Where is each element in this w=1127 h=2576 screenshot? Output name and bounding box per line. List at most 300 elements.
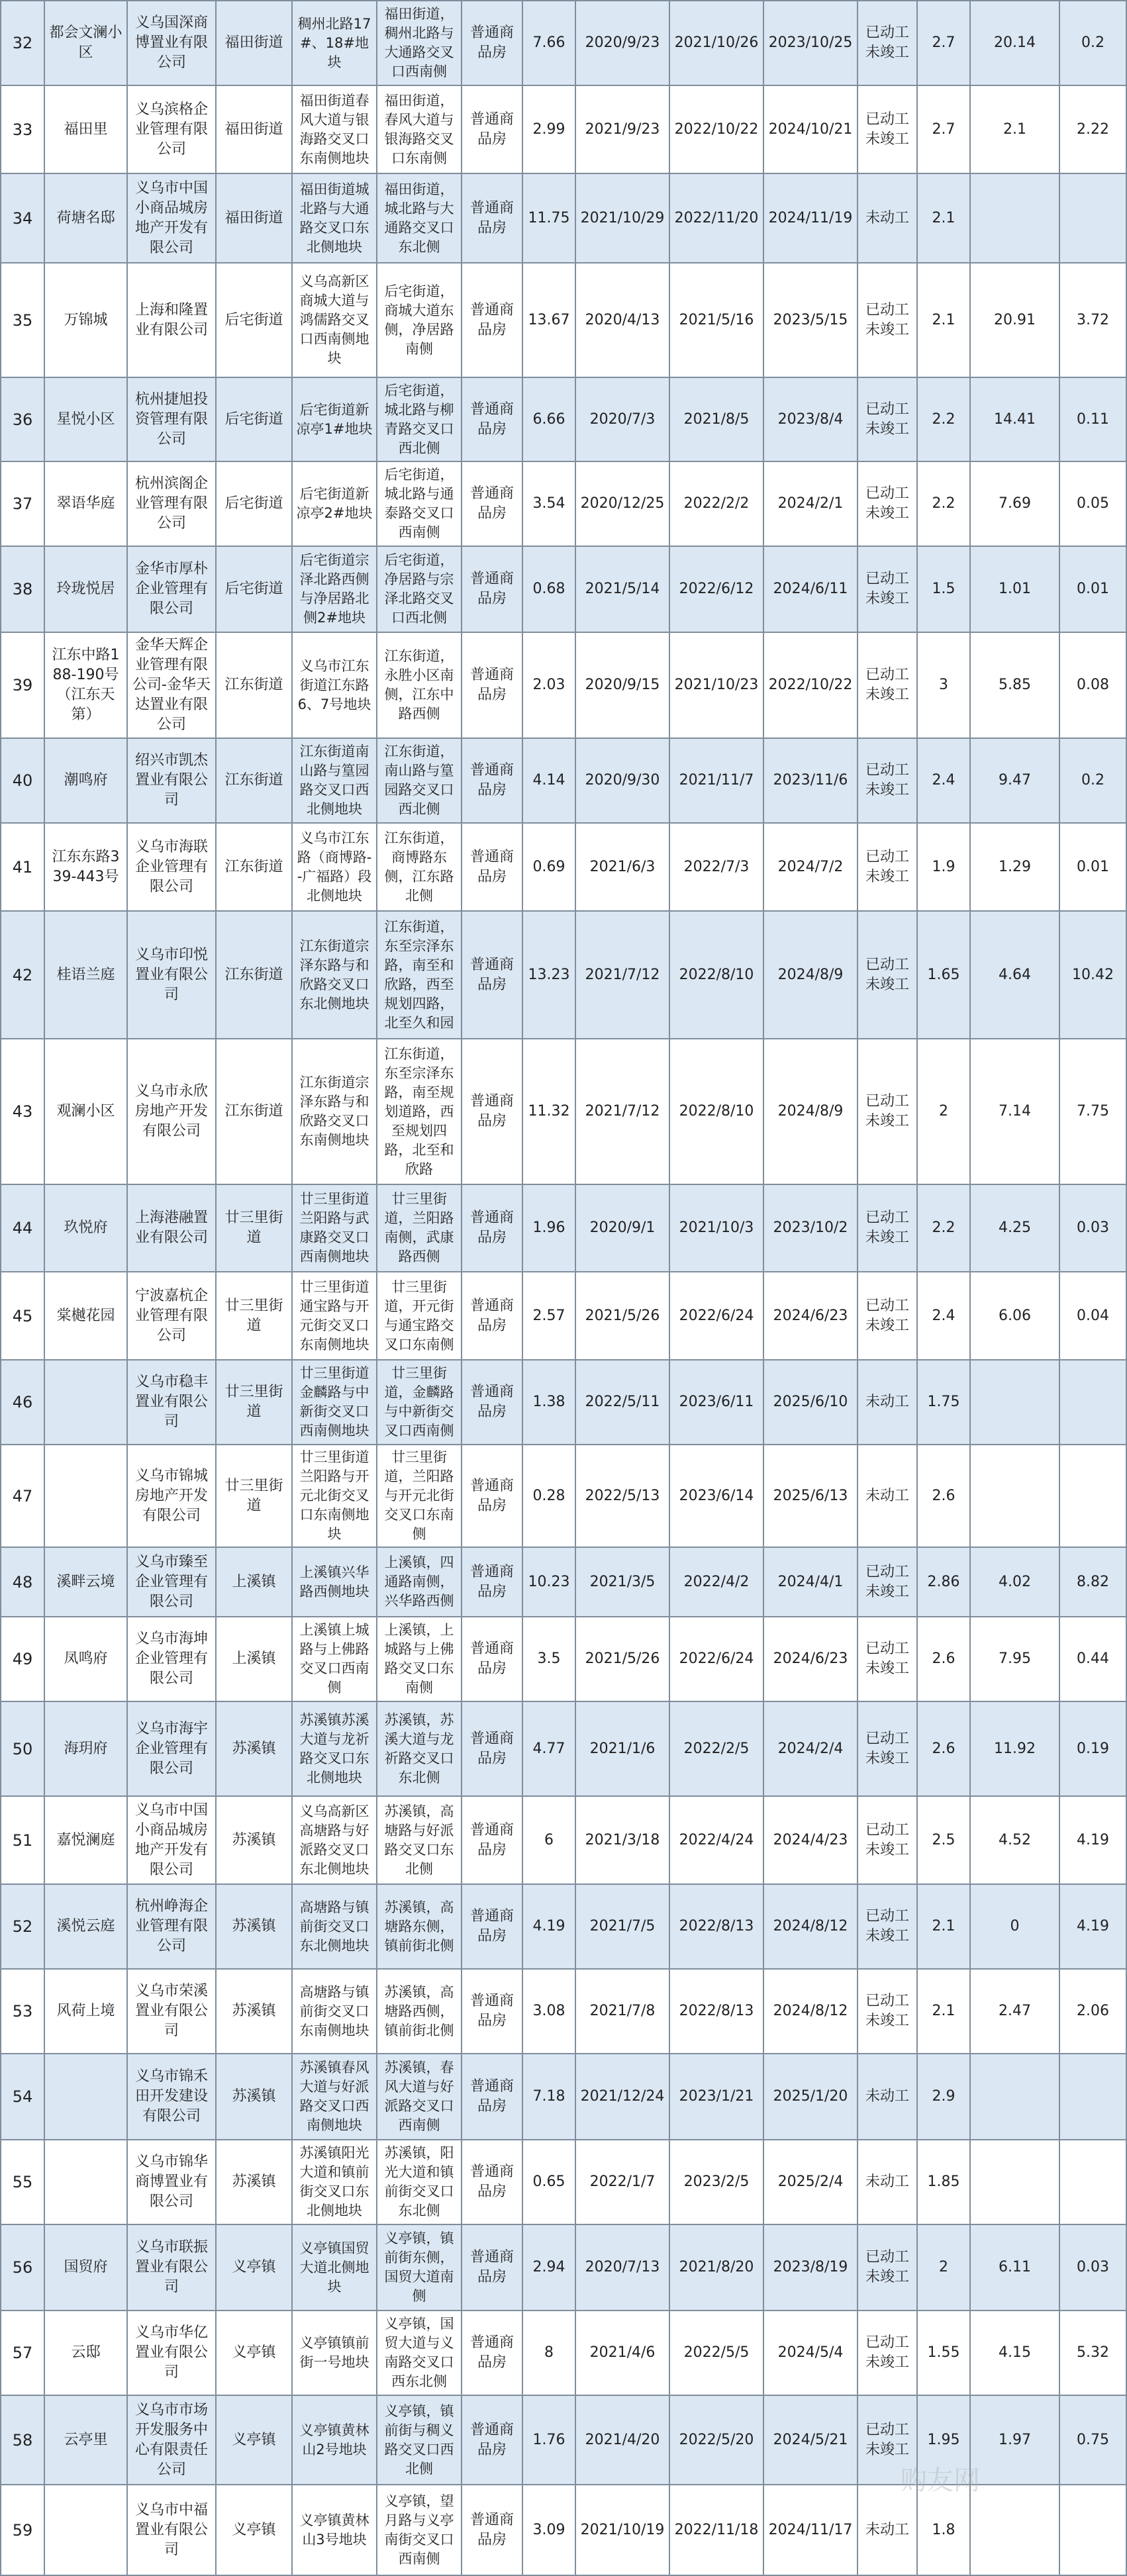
- value-1: 6.06: [970, 1272, 1059, 1360]
- date-1: 2022/5/13: [575, 1445, 669, 1547]
- value-1: 2.1: [970, 85, 1059, 173]
- plot-area: 2.94: [522, 2224, 575, 2311]
- date-3: 2023/8/4: [763, 377, 858, 461]
- company-name: 义乌市中国小商品城房地产开发有限公司: [127, 173, 216, 263]
- value-2: 8.82: [1059, 1547, 1126, 1617]
- housing-type: 普通商品房: [462, 2395, 522, 2485]
- date-3: 2023/8/19: [763, 2224, 858, 2311]
- table-row: [1, 1884, 1126, 1969]
- plot-ratio: 1.55: [917, 2311, 970, 2395]
- date-3: 2024/6/23: [763, 1617, 858, 1701]
- date-2: 2021/5/16: [669, 263, 763, 377]
- table-row: [1, 2224, 1126, 2311]
- date-3: 2024/8/12: [763, 1884, 858, 1969]
- date-3: 2024/2/4: [763, 1701, 858, 1796]
- construction-status: 已动工未竣工: [858, 2224, 917, 2311]
- plot-ratio: 2.1: [917, 173, 970, 263]
- date-3: 2024/8/9: [763, 1039, 858, 1184]
- date-3: 2024/11/17: [763, 2485, 858, 2575]
- date-1: 2021/9/23: [575, 85, 669, 173]
- date-3: 2024/6/11: [763, 546, 858, 632]
- plot-ratio: 2.86: [917, 1547, 970, 1617]
- date-2: 2021/10/26: [669, 1, 763, 85]
- street-name: 福田街道: [216, 1, 292, 85]
- plot-boundary: 苏溪镇，阳光大道和镇前街交叉口东北侧: [377, 2140, 462, 2224]
- value-2: [1059, 2140, 1126, 2224]
- plot-location: 苏溪镇春风大道与好派路交叉口西南侧地块: [292, 2054, 377, 2140]
- plot-area: 2.99: [522, 85, 575, 173]
- date-2: 2022/5/5: [669, 2311, 763, 2395]
- plot-ratio: 1.85: [917, 2140, 970, 2224]
- street-name: 苏溪镇: [216, 2054, 292, 2140]
- plot-boundary: 后宅街道，商城大道东侧，净居路南侧: [377, 263, 462, 377]
- plot-location: 江东街道宗泽东路与和欣路交叉口东北侧地块: [292, 911, 377, 1039]
- street-name: 义亭镇: [216, 2395, 292, 2485]
- value-2: 0.44: [1059, 1617, 1126, 1701]
- construction-status: 已动工未竣工: [858, 85, 917, 173]
- date-1: 2022/1/7: [575, 2140, 669, 2224]
- value-2: [1059, 2054, 1126, 2140]
- table-row: [1, 1360, 1126, 1445]
- plot-location: 福田街道城北路与大通路交叉口东北侧地块: [292, 173, 377, 263]
- plot-boundary: 福田街道，稠州北路与大通路交叉口西南侧: [377, 1, 462, 85]
- plot-location: 苏溪镇苏溪大道与龙祈路交叉口东北侧地块: [292, 1701, 377, 1796]
- housing-type: 普通商品房: [462, 85, 522, 173]
- plot-boundary: 义亭镇，望月路与义亭南街交叉口西南侧: [377, 2485, 462, 2575]
- row-number: 32: [1, 1, 44, 85]
- project-name: 万锦城: [44, 263, 127, 377]
- value-2: 0.05: [1059, 461, 1126, 546]
- date-2: 2022/6/24: [669, 1272, 763, 1360]
- value-1: 7.69: [970, 461, 1059, 546]
- street-name: 后宅街道: [216, 546, 292, 632]
- row-number: 48: [1, 1547, 44, 1617]
- value-2: [1059, 1360, 1126, 1445]
- project-name: [44, 2485, 127, 2575]
- plot-area: 11.32: [522, 1039, 575, 1184]
- date-1: 2020/9/23: [575, 1, 669, 85]
- date-3: 2025/6/10: [763, 1360, 858, 1445]
- row-number: 54: [1, 2054, 44, 2140]
- project-name: 星悦小区: [44, 377, 127, 461]
- value-2: 3.72: [1059, 263, 1126, 377]
- company-name: 义乌市中福置业有限公司: [127, 2485, 216, 2575]
- housing-type: 普通商品房: [462, 546, 522, 632]
- date-3: 2024/4/1: [763, 1547, 858, 1617]
- plot-ratio: 1.9: [917, 823, 970, 911]
- housing-type: 普通商品房: [462, 2224, 522, 2311]
- plot-boundary: 上溪镇，上城路与上佛路交叉口东南侧: [377, 1617, 462, 1701]
- value-1: 7.14: [970, 1039, 1059, 1184]
- plot-ratio: 2.2: [917, 461, 970, 546]
- construction-status: 已动工未竣工: [858, 377, 917, 461]
- plot-area: 2.03: [522, 632, 575, 738]
- housing-type: 普通商品房: [462, 738, 522, 823]
- plot-area: 13.67: [522, 263, 575, 377]
- housing-type: 普通商品房: [462, 173, 522, 263]
- table-row: [1, 1547, 1126, 1617]
- plot-boundary: 苏溪镇，苏溪大道与龙祈路交叉口东北侧: [377, 1701, 462, 1796]
- plot-location: 高塘路与镇前街交叉口东北侧地块: [292, 1884, 377, 1969]
- date-2: 2021/10/3: [669, 1184, 763, 1272]
- table-row: [1, 1969, 1126, 2054]
- company-name: 义乌市臻至企业管理有限公司: [127, 1547, 216, 1617]
- plot-ratio: 2.1: [917, 1969, 970, 2054]
- plot-area: 10.23: [522, 1547, 575, 1617]
- plot-ratio: 2.5: [917, 1796, 970, 1884]
- table-row: [1, 823, 1126, 911]
- value-1: 4.25: [970, 1184, 1059, 1272]
- date-2: 2022/2/2: [669, 461, 763, 546]
- plot-location: 稠州北路17#、18#地块: [292, 1, 377, 85]
- plot-area: 3.08: [522, 1969, 575, 2054]
- project-name: [44, 2140, 127, 2224]
- plot-location: 后宅街道宗泽北路西侧与净居路北侧2#地块: [292, 546, 377, 632]
- date-1: 2021/5/14: [575, 546, 669, 632]
- row-number: 55: [1, 2140, 44, 2224]
- value-1: 2.47: [970, 1969, 1059, 2054]
- street-name: 廿三里街道: [216, 1184, 292, 1272]
- street-name: 福田街道: [216, 173, 292, 263]
- construction-status: 已动工未竣工: [858, 1617, 917, 1701]
- plot-area: 6.66: [522, 377, 575, 461]
- company-name: 义乌市海坤企业管理有限公司: [127, 1617, 216, 1701]
- date-2: 2022/6/24: [669, 1617, 763, 1701]
- date-2: 2021/8/20: [669, 2224, 763, 2311]
- plot-location: 后宅街道新凉亭1#地块: [292, 377, 377, 461]
- date-3: 2024/4/23: [763, 1796, 858, 1884]
- value-1: 1.97: [970, 2395, 1059, 2485]
- plot-location: 义乌市江东街道江东路6、7号地块: [292, 632, 377, 738]
- date-1: 2020/9/15: [575, 632, 669, 738]
- project-name: 溪悦云庭: [44, 1884, 127, 1969]
- table-row: [1, 632, 1126, 738]
- plot-location: 义乌市江东路（商博路--广福路）段北侧地块: [292, 823, 377, 911]
- date-1: 2021/10/29: [575, 173, 669, 263]
- company-name: 义乌市中国小商品城房地产开发有限公司: [127, 1796, 216, 1884]
- company-name: 义乌市联振置业有限公司: [127, 2224, 216, 2311]
- construction-status: 已动工未竣工: [858, 2311, 917, 2395]
- plot-boundary: 廿三里街道，开元街与通宝路交叉口东南侧: [377, 1272, 462, 1360]
- value-1: [970, 1360, 1059, 1445]
- company-name: 义乌市海宇企业管理有限公司: [127, 1701, 216, 1796]
- street-name: 后宅街道: [216, 461, 292, 546]
- housing-type: 普通商品房: [462, 461, 522, 546]
- street-name: 江东街道: [216, 911, 292, 1039]
- housing-type: 普通商品房: [462, 1272, 522, 1360]
- table-row: [1, 461, 1126, 546]
- table-row: [1, 738, 1126, 823]
- value-1: 4.64: [970, 911, 1059, 1039]
- value-2: 2.22: [1059, 85, 1126, 173]
- date-3: 2024/10/21: [763, 85, 858, 173]
- table-row: [1, 2311, 1126, 2395]
- construction-status: 已动工未竣工: [858, 461, 917, 546]
- date-1: 2021/5/26: [575, 1272, 669, 1360]
- plot-area: 4.77: [522, 1701, 575, 1796]
- value-2: 0.08: [1059, 632, 1126, 738]
- housing-type: 普通商品房: [462, 911, 522, 1039]
- plot-area: 4.19: [522, 1884, 575, 1969]
- plot-location: 廿三里街道兰阳路与武康路交叉口西南侧地块: [292, 1184, 377, 1272]
- project-name: 嘉悦澜庭: [44, 1796, 127, 1884]
- project-name: [44, 2054, 127, 2140]
- street-name: 义亭镇: [216, 2485, 292, 2575]
- value-1: 14.41: [970, 377, 1059, 461]
- housing-type: 普通商品房: [462, 632, 522, 738]
- plot-location: 江东街道宗泽东路与和欣路交叉口东南侧地块: [292, 1039, 377, 1184]
- date-3: 2025/6/13: [763, 1445, 858, 1547]
- construction-status: 未动工: [858, 1360, 917, 1445]
- row-number: 50: [1, 1701, 44, 1796]
- date-3: 2024/5/21: [763, 2395, 858, 2485]
- row-number: 52: [1, 1884, 44, 1969]
- row-number: 44: [1, 1184, 44, 1272]
- value-2: 10.42: [1059, 911, 1126, 1039]
- date-3: 2025/2/4: [763, 2140, 858, 2224]
- plot-area: 0.68: [522, 546, 575, 632]
- date-1: 2021/7/12: [575, 911, 669, 1039]
- date-2: 2021/10/23: [669, 632, 763, 738]
- value-2: 0.03: [1059, 1184, 1126, 1272]
- plot-ratio: 1.65: [917, 911, 970, 1039]
- date-2: 2022/2/5: [669, 1701, 763, 1796]
- plot-ratio: 2: [917, 2224, 970, 2311]
- plot-location: 义亭镇国贸大道北侧地块: [292, 2224, 377, 2311]
- plot-location: 上溪镇兴华路西侧地块: [292, 1547, 377, 1617]
- company-name: 义乌滨格企业管理有限公司: [127, 85, 216, 173]
- company-name: 杭州捷旭投资管理有限公司: [127, 377, 216, 461]
- value-1: 1.01: [970, 546, 1059, 632]
- housing-type: 普通商品房: [462, 2485, 522, 2575]
- street-name: 福田街道: [216, 85, 292, 173]
- construction-status: 已动工未竣工: [858, 632, 917, 738]
- company-name: 上海和隆置业有限公司: [127, 263, 216, 377]
- value-1: [970, 1445, 1059, 1547]
- street-name: 苏溪镇: [216, 1701, 292, 1796]
- plot-area: 0.28: [522, 1445, 575, 1547]
- plot-ratio: 2.7: [917, 85, 970, 173]
- project-name: 海玥府: [44, 1701, 127, 1796]
- housing-type: 普通商品房: [462, 1360, 522, 1445]
- construction-status: 已动工未竣工: [858, 1796, 917, 1884]
- row-number: 36: [1, 377, 44, 461]
- plot-ratio: 2.1: [917, 263, 970, 377]
- row-number: 39: [1, 632, 44, 738]
- street-name: 后宅街道: [216, 377, 292, 461]
- value-2: 0.01: [1059, 823, 1126, 911]
- company-name: 杭州滨阁企业管理有限公司: [127, 461, 216, 546]
- table-row: [1, 1272, 1126, 1360]
- plot-ratio: 2.4: [917, 738, 970, 823]
- value-1: [970, 2054, 1059, 2140]
- project-name: 翠语华庭: [44, 461, 127, 546]
- row-number: 41: [1, 823, 44, 911]
- project-name: 云亭里: [44, 2395, 127, 2485]
- company-name: 义乌市锦华商博置业有限公司: [127, 2140, 216, 2224]
- housing-type: 普通商品房: [462, 1445, 522, 1547]
- plot-ratio: 2: [917, 1039, 970, 1184]
- date-3: 2024/8/12: [763, 1969, 858, 2054]
- project-name: 凤鸣府: [44, 1617, 127, 1701]
- date-2: 2023/6/11: [669, 1360, 763, 1445]
- plot-location: 江东街道南山路与篁园路交叉口西北侧地块: [292, 738, 377, 823]
- plot-area: 0.69: [522, 823, 575, 911]
- value-1: 20.91: [970, 263, 1059, 377]
- value-2: [1059, 1445, 1126, 1547]
- value-1: 4.02: [970, 1547, 1059, 1617]
- plot-ratio: 2.2: [917, 1184, 970, 1272]
- plot-location: 义亭镇黄林山2号地块: [292, 2395, 377, 2485]
- plot-boundary: 福田街道，城北路与大通路交叉口东北侧: [377, 173, 462, 263]
- housing-type: 普通商品房: [462, 1547, 522, 1617]
- plot-boundary: 义亭镇，国贸大道与义南路交叉口西东北侧: [377, 2311, 462, 2395]
- date-1: 2021/3/5: [575, 1547, 669, 1617]
- row-number: 40: [1, 738, 44, 823]
- street-name: 江东街道: [216, 738, 292, 823]
- value-2: 5.32: [1059, 2311, 1126, 2395]
- value-1: 6.11: [970, 2224, 1059, 2311]
- company-name: 金华天辉企业管理有限公司-金华天达置业有限公司: [127, 632, 216, 738]
- street-name: 苏溪镇: [216, 1796, 292, 1884]
- company-name: 绍兴市凯杰置业有限公司: [127, 738, 216, 823]
- date-3: 2024/11/19: [763, 173, 858, 263]
- housing-type: 普通商品房: [462, 2140, 522, 2224]
- plot-area: 4.14: [522, 738, 575, 823]
- date-1: 2021/7/5: [575, 1884, 669, 1969]
- row-number: 53: [1, 1969, 44, 2054]
- row-number: 51: [1, 1796, 44, 1884]
- date-2: 2022/4/2: [669, 1547, 763, 1617]
- plot-area: 3.5: [522, 1617, 575, 1701]
- row-number: 34: [1, 173, 44, 263]
- company-name: 义乌市荣溪置业有限公司: [127, 1969, 216, 2054]
- value-1: 9.47: [970, 738, 1059, 823]
- plot-area: 6: [522, 1796, 575, 1884]
- row-number: 58: [1, 2395, 44, 2485]
- street-name: 廿三里街道: [216, 1272, 292, 1360]
- date-2: 2023/1/21: [669, 2054, 763, 2140]
- value-2: 4.19: [1059, 1796, 1126, 1884]
- housing-type: 普通商品房: [462, 1184, 522, 1272]
- plot-boundary: 上溪镇，四通路南侧，兴华路西侧: [377, 1547, 462, 1617]
- plot-ratio: 2.9: [917, 2054, 970, 2140]
- plot-boundary: 江东街道，商博路东侧，江东路北侧: [377, 823, 462, 911]
- project-name: 潮鸣府: [44, 738, 127, 823]
- plot-boundary: 江东街道，东至宗泽东路，南至规划道路，西至规划四路，北至和欣路: [377, 1039, 462, 1184]
- date-2: 2021/11/7: [669, 738, 763, 823]
- date-1: 2020/9/30: [575, 738, 669, 823]
- construction-status: 已动工未竣工: [858, 1039, 917, 1184]
- value-2: [1059, 2485, 1126, 2575]
- project-name: 国贸府: [44, 2224, 127, 2311]
- date-1: 2020/9/1: [575, 1184, 669, 1272]
- plot-location: 廿三里街道金麟路与中新街交叉口西南侧地块: [292, 1360, 377, 1445]
- date-2: 2021/8/5: [669, 377, 763, 461]
- plot-boundary: 后宅街道，城北路与通泰路交叉口西南侧: [377, 461, 462, 546]
- street-name: 义亭镇: [216, 2224, 292, 2311]
- date-1: 2021/7/8: [575, 1969, 669, 2054]
- plot-boundary: 福田街道，春风大道与银海路交叉口东南侧: [377, 85, 462, 173]
- plot-area: 3.09: [522, 2485, 575, 2575]
- value-1: 1.29: [970, 823, 1059, 911]
- plot-area: 1.76: [522, 2395, 575, 2485]
- row-number: 33: [1, 85, 44, 173]
- construction-status: 已动工未竣工: [858, 263, 917, 377]
- housing-type: 普通商品房: [462, 263, 522, 377]
- value-1: 0: [970, 1884, 1059, 1969]
- housing-type: 普通商品房: [462, 1884, 522, 1969]
- plot-boundary: 义亭镇，镇前街东侧，国贸大道南侧: [377, 2224, 462, 2311]
- street-name: 廿三里街道: [216, 1445, 292, 1547]
- date-1: 2022/5/11: [575, 1360, 669, 1445]
- table-row: [1, 173, 1126, 263]
- plot-boundary: 苏溪镇，春风大道与好派路交叉口西南侧: [377, 2054, 462, 2140]
- date-3: 2023/10/2: [763, 1184, 858, 1272]
- street-name: 上溪镇: [216, 1547, 292, 1617]
- plot-ratio: 2.1: [917, 1884, 970, 1969]
- construction-status: 未动工: [858, 2485, 917, 2575]
- plot-location: 义亭镇镇前街一号地块: [292, 2311, 377, 2395]
- date-3: 2024/6/23: [763, 1272, 858, 1360]
- construction-status: 已动工未竣工: [858, 1184, 917, 1272]
- plot-location: 义乌高新区商城大道与鸿儒路交叉口西南侧地块: [292, 263, 377, 377]
- company-name: 义乌市锦禾田开发建设有限公司: [127, 2054, 216, 2140]
- date-1: 2021/6/3: [575, 823, 669, 911]
- plot-boundary: 后宅街道，净居路与宗泽北路交叉口西北侧: [377, 546, 462, 632]
- plot-boundary: 江东街道，东至宗泽东路，南至和欣路，西至规划四路，北至久和园: [377, 911, 462, 1039]
- table-row: [1, 85, 1126, 173]
- value-2: 0.2: [1059, 738, 1126, 823]
- housing-type: 普通商品房: [462, 377, 522, 461]
- value-2: 7.75: [1059, 1039, 1126, 1184]
- date-3: 2025/1/20: [763, 2054, 858, 2140]
- plot-location: 高塘路与镇前街交叉口东南侧地块: [292, 1969, 377, 2054]
- construction-status: 未动工: [858, 173, 917, 263]
- table-row: [1, 1184, 1126, 1272]
- project-name: 玖悦府: [44, 1184, 127, 1272]
- construction-status: 已动工未竣工: [858, 738, 917, 823]
- plot-location: 义乌高新区高塘路与好派路交叉口东北侧地块: [292, 1796, 377, 1884]
- plot-ratio: 2.6: [917, 1701, 970, 1796]
- date-3: 2022/10/22: [763, 632, 858, 738]
- date-1: 2021/7/12: [575, 1039, 669, 1184]
- company-name: 义乌市稳丰置业有限公司: [127, 1360, 216, 1445]
- project-name: 江东中路188-190号（江东天第）: [44, 632, 127, 738]
- street-name: 江东街道: [216, 823, 292, 911]
- plot-ratio: 1.8: [917, 2485, 970, 2575]
- company-name: 上海港融置业有限公司: [127, 1184, 216, 1272]
- value-2: [1059, 173, 1126, 263]
- value-2: 4.19: [1059, 1884, 1126, 1969]
- plot-ratio: 2.7: [917, 1, 970, 85]
- construction-status: 已动工未竣工: [858, 2395, 917, 2485]
- table-row: [1, 546, 1126, 632]
- plot-area: 0.65: [522, 2140, 575, 2224]
- date-2: 2022/8/10: [669, 1039, 763, 1184]
- date-2: 2023/6/14: [669, 1445, 763, 1547]
- plot-area: 8: [522, 2311, 575, 2395]
- value-1: [970, 2485, 1059, 2575]
- plot-ratio: 1.95: [917, 2395, 970, 2485]
- value-1: 5.85: [970, 632, 1059, 738]
- row-number: 43: [1, 1039, 44, 1184]
- housing-type: 普通商品房: [462, 1701, 522, 1796]
- row-number: 45: [1, 1272, 44, 1360]
- plot-ratio: 1.75: [917, 1360, 970, 1445]
- company-name: 义乌市印悦置业有限公司: [127, 911, 216, 1039]
- plot-location: 义亭镇黄林山3号地块: [292, 2485, 377, 2575]
